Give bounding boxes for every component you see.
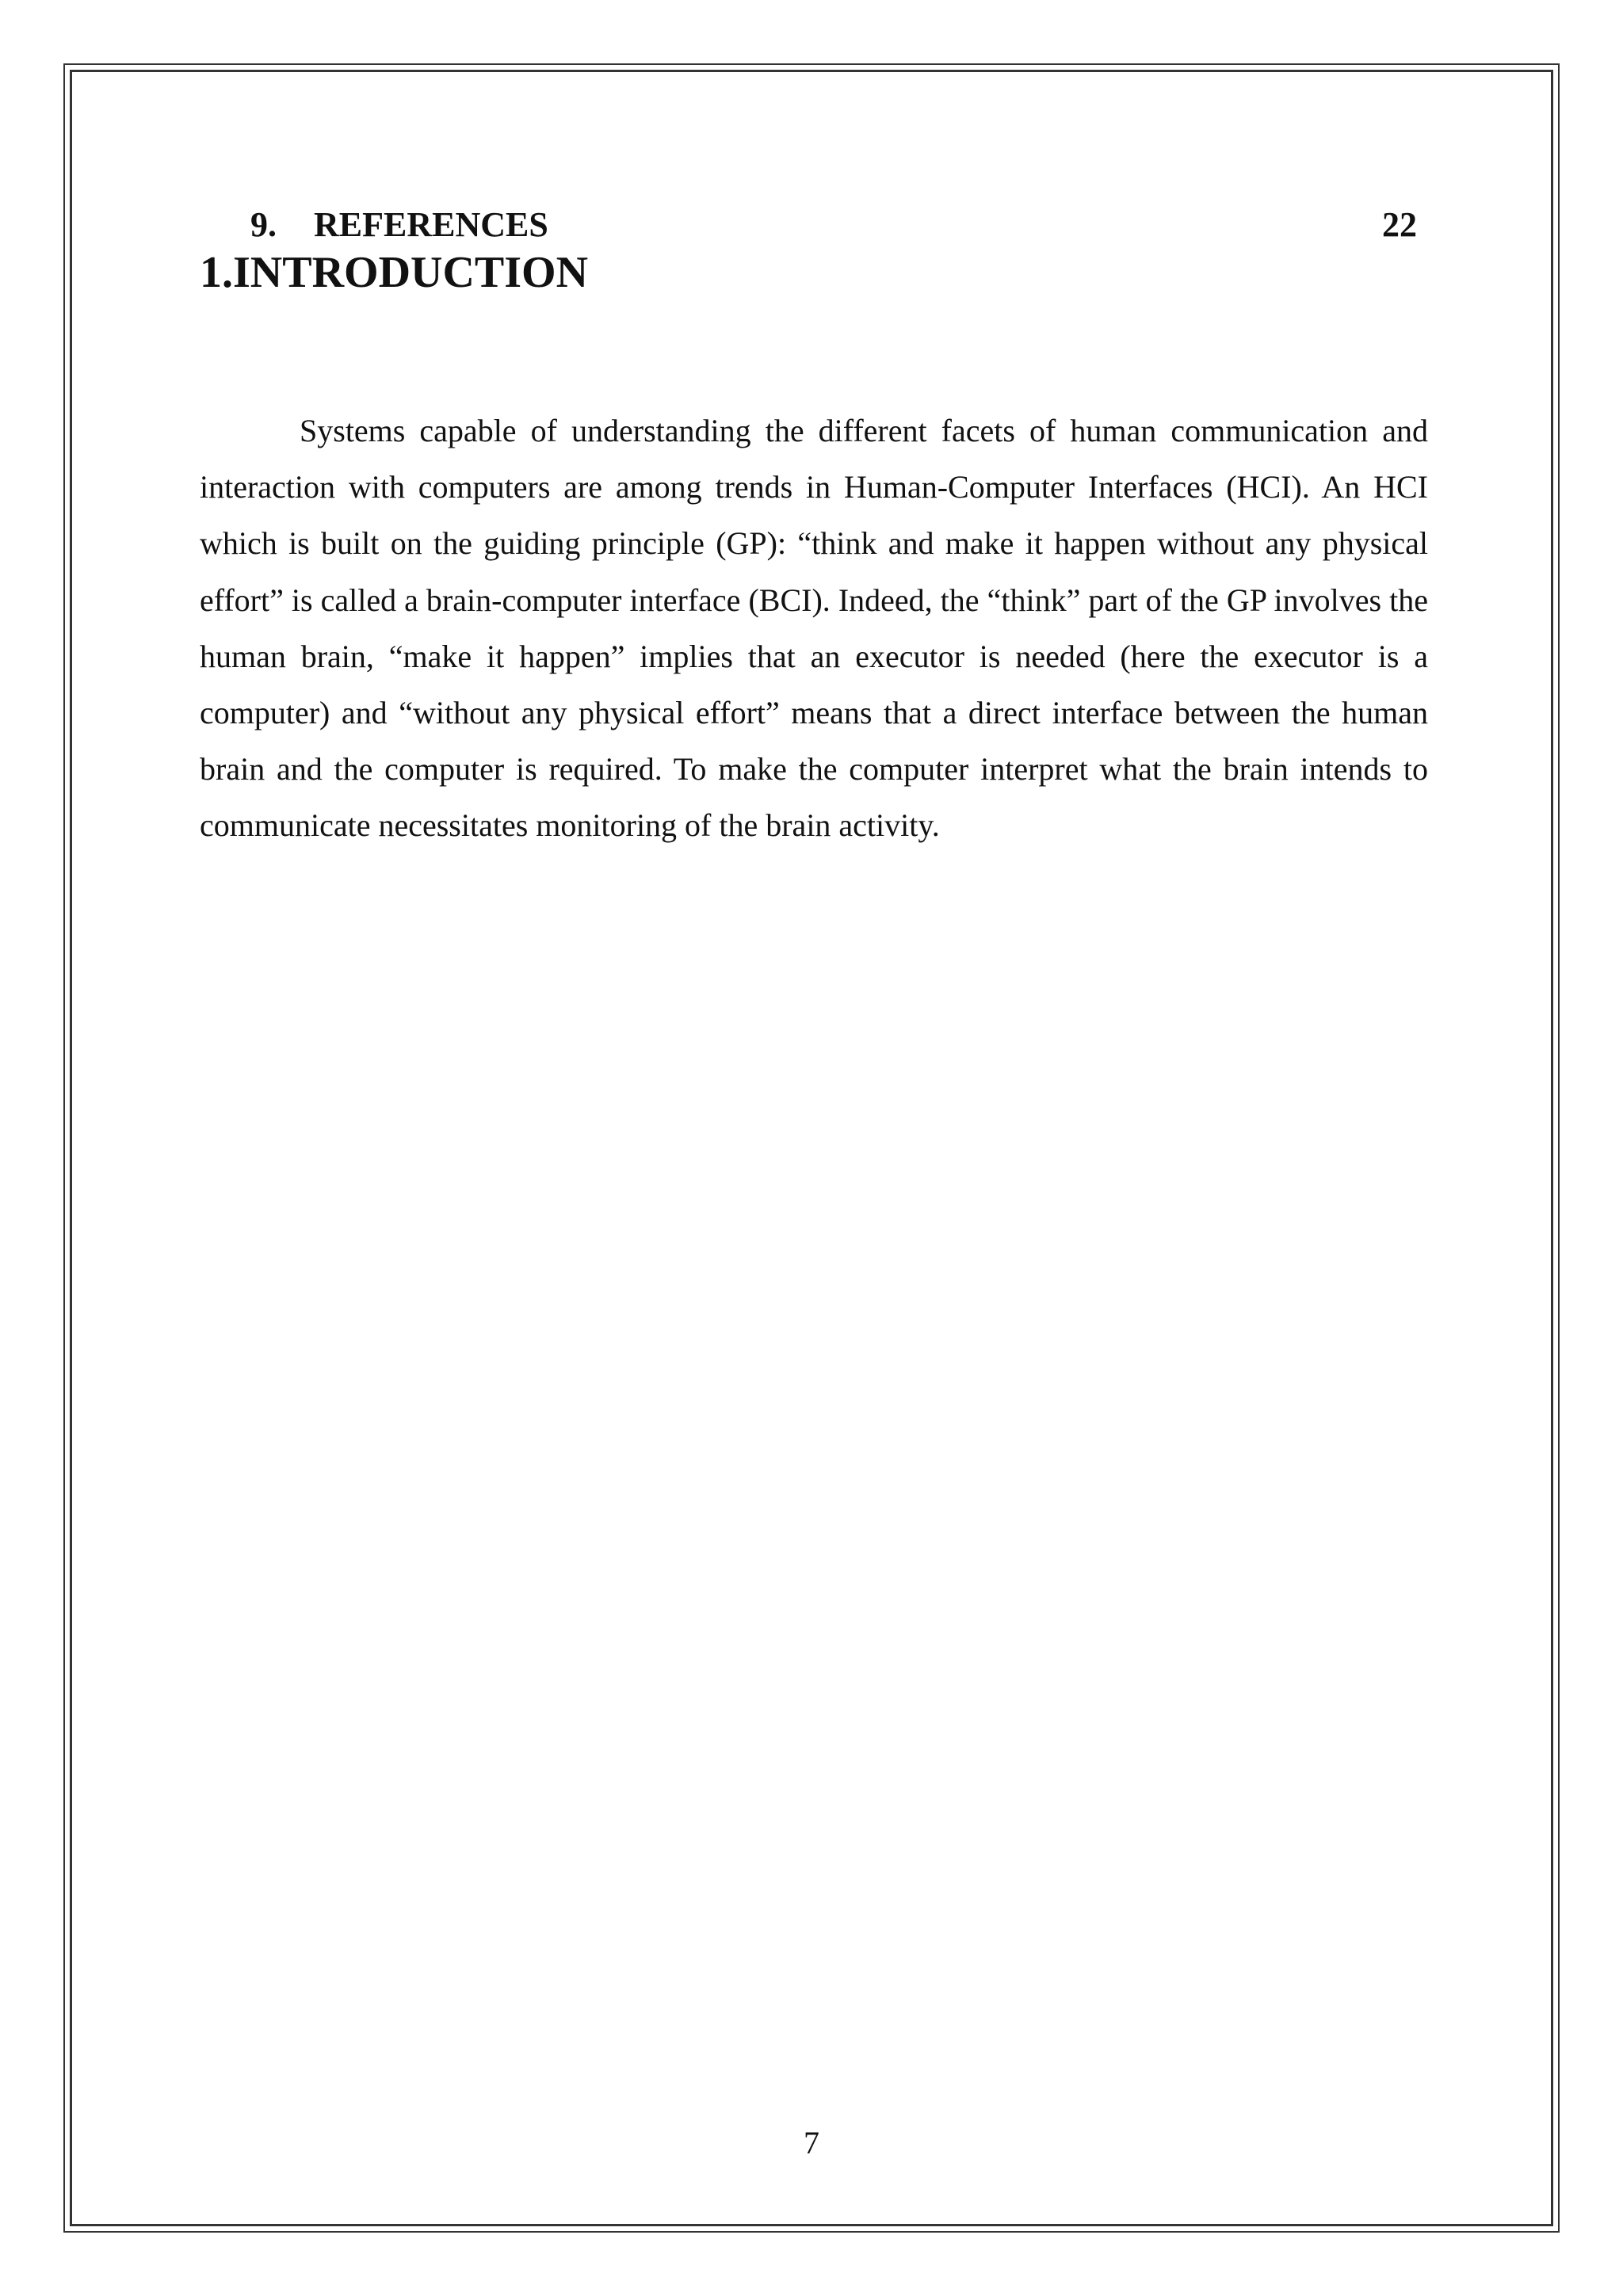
toc-entry-title: REFERENCES — [314, 205, 548, 244]
toc-entry-number: 9. — [250, 205, 277, 244]
toc-entry-page: 22 — [1382, 205, 1417, 244]
toc-entry-references — [250, 201, 1417, 249]
body-paragraph: Systems capable of understanding the different facets of human communication and interaction with computers are among trends in Human-Computer Interfaces (HCI). An HCI which is built on the guiding principle (GP): “think and make it happen without any physical effort” is called a brain-computer interface (BCI). Indeed, the “think” part of the GP involves the human brain, “make it happen” implies that an executor is needed (here the executor is a computer) and “without any physical effort” means that a direct interface between the human brain and the computer is required. To make the computer interpret what the brain intends to communicate necessitates monitoring of the brain activity. — [200, 413, 1428, 844]
page-border-inner — [70, 70, 1553, 2226]
section-heading: 1.INTRODUCTION — [200, 248, 589, 297]
page-number: 7 — [804, 2125, 819, 2161]
